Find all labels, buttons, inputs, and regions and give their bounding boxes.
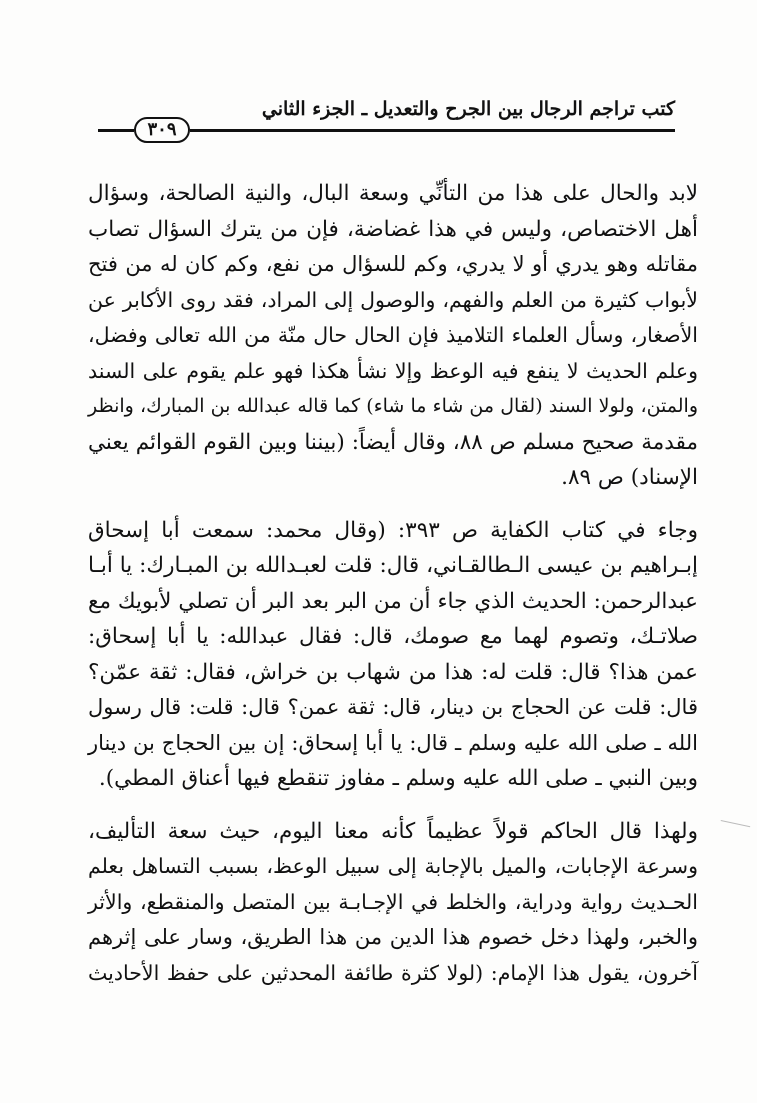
text-line: مقاتله وهو يدري أو لا يدري، وكم للسؤال من نفع، وكم كان له من فتح	[88, 252, 698, 276]
text-line: وعلم الحديث لا ينفع فيه الوعظ وإلا نشأ هكذا فهو علم يقوم على السند	[88, 358, 698, 383]
header-rule-right	[190, 129, 675, 132]
text-line: والخبر، ولهذا دخل خصوم هذا الدين من هذا الطريق، وسار على إثرهم	[88, 925, 698, 949]
text-line: عبدالرحمن: الحديث الذي جاء أن من البر بعد البر أن تصلي لأبويك مع	[88, 588, 698, 614]
running-title: كتب تراجم الرجال بين الجرح والتعديل ـ الجزء الثاني	[261, 98, 675, 120]
text-line: قال: قلت عن الحجاج بن دينار، قال: ثقة عمن؟ قال: قلت: قال رسول	[88, 695, 698, 719]
text-line: وبين النبي ـ صلى الله عليه وسلم ـ مفاوز تنقطع فيها أعناق المطي).	[98, 766, 698, 791]
paragraph-2	[88, 513, 698, 797]
text-line: آخرون، يقول هذا الإمام: (لولا كثرة طائفة المحدثين على حفظ الأحاديث	[88, 960, 698, 985]
text-line: صلاتـك، وتصوم لهما مع صومك، قال: فقال عبدالله: يا أبا إسحاق:	[88, 624, 698, 649]
text-line: والمتن، ولولا السند (لقال من شاء ما شاء) كما قاله عبدالله بن المبارك، وانظر	[88, 395, 698, 417]
text-line: الإسناد) ص ٨٩.	[561, 465, 698, 490]
text-line: لأبواب كثيرة من العلم والفهم، والوصول إلى المراد، فقد روى الأكابر عن	[88, 287, 698, 312]
header-rule-left	[98, 129, 134, 132]
page-header	[98, 96, 675, 144]
text-line: أهل الاختصاص، وليس في هذا غضاضة، فإن من يترك السؤال تصاب	[88, 216, 698, 242]
text-line: الحـديث رواية ودراية، والخلط في الإجـابـة بين المتصل والمنقطع، والأثر	[88, 889, 698, 914]
text-line: إبـراهيم بن عيسى الـطالقـاني، قال: قلت لعبـدالله بن المبـارك: يا أبـا	[88, 553, 698, 578]
text-line: لابد والحال على هذا من التأنِّي وسعة البال، والنية الصالحة، وسؤال	[88, 181, 698, 206]
page-number: ٣٠٩	[134, 117, 190, 143]
paragraph-1	[88, 176, 698, 496]
text-line: مقدمة صحيح مسلم ص ٨٨، وقال أيضاً: (بيننا وبين القوم القوائم يعني	[88, 429, 698, 455]
body-text	[88, 176, 698, 991]
text-line: الأصغار، وسأل العلماء التلاميذ فإن الحال حال منّة من الله تعالى وفضل،	[88, 323, 698, 347]
paragraph-3	[88, 814, 698, 992]
text-line: عمن هذا؟ قال: قلت له: هذا من شهاب بن خراش، فقال: ثقة عمّن؟	[88, 659, 698, 685]
text-line: الله ـ صلى الله عليه وسلم ـ قال: يا أبا إسحاق: إن بين الحجاج بن دينار	[88, 730, 698, 755]
text-line: ولهذا قال الحاكم قولاً عظيماً كأنه معنا اليوم، حيث سعة التأليف،	[88, 818, 698, 844]
text-line: وجاء في كتاب الكفاية ص ٣٩٣: (وقال محمد: سمعت أبا إسحاق	[88, 517, 698, 543]
text-line: وسرعة الإجابات، والميل بالإجابة إلى سبيل الوعظ، بسبب التساهل بعلم	[88, 854, 698, 878]
margin-pencil-mark	[718, 820, 750, 841]
